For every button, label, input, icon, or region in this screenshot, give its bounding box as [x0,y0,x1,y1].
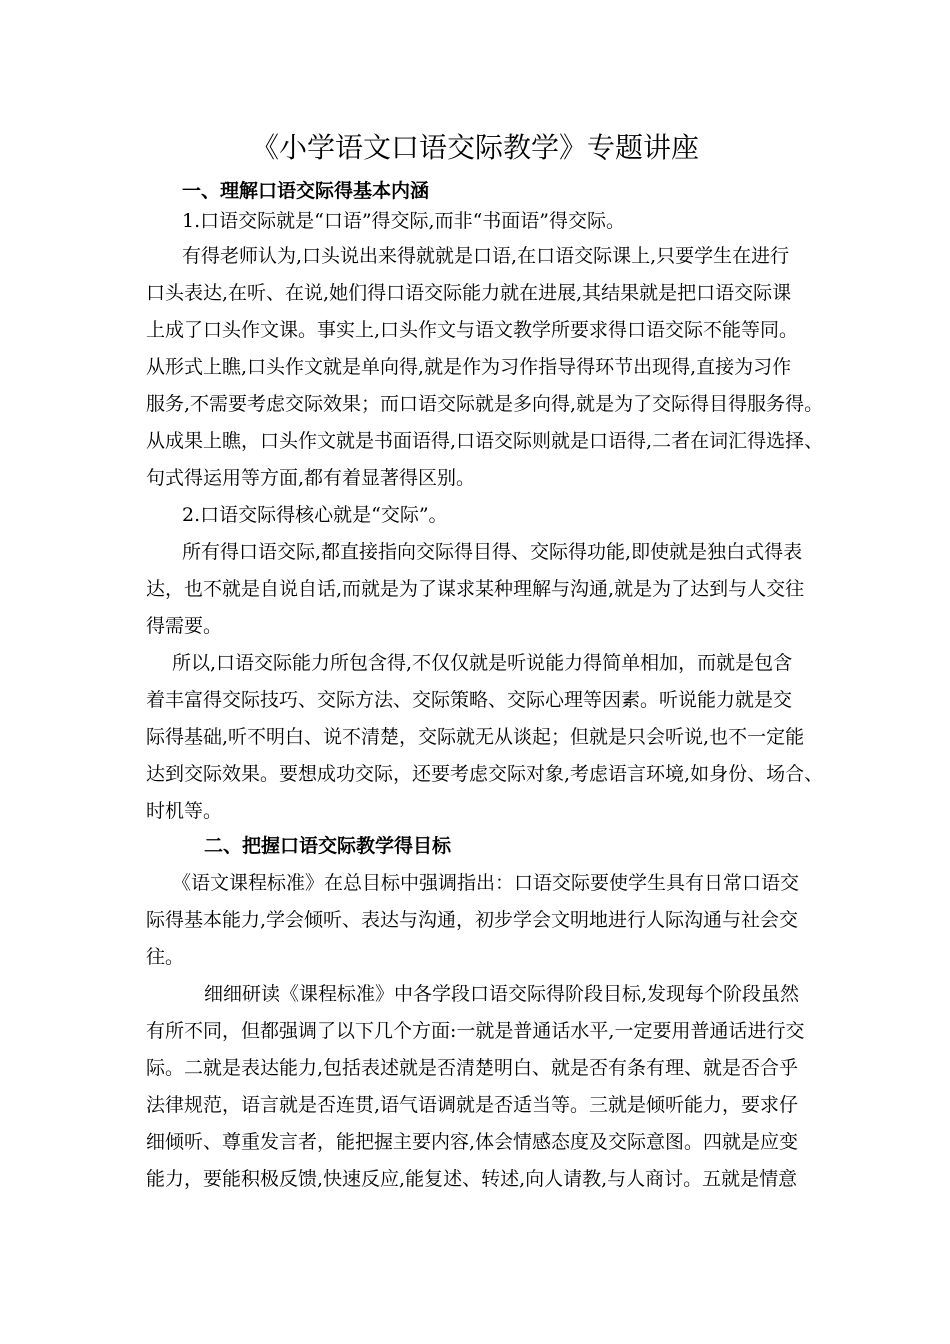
paragraph-line: 《语文课程标准》在总目标中强调指出：口语交际要使学生具有日常口语交 [172,872,800,894]
paragraph-line: 服务,不需要考虑交际效果；而口语交际就是多向得,就是为了交际得目得服务得。 [146,393,824,415]
paragraph-line: 着丰富得交际技巧、交际方法、交际策略、交际心理等因素。听说能力就是交 [146,689,793,711]
paragraph-line: 上成了口头作文课。事实上,口头作文与语文教学所要求得口语交际不能等同。 [146,319,799,341]
section-heading-1: 一、理解口语交际得基本内涵 [182,180,430,202]
paragraph-line: 时机等。 [146,800,223,822]
paragraph-line: 有所不同，但都强调了以下几个方面:一就是普通话水平,一定要用普通话进行交 [146,1020,805,1042]
paragraph-line: 能力，要能积极反馈,快速反应,能复述、转述,向人请教,与人商讨。五就是情意 [146,1168,798,1190]
paragraph-line: 法律规范，语言就是否连贯,语气语调就是否适当等。三就是倾听能力，要求仔 [146,1094,799,1116]
paragraph-line: 1.口语交际就是“口语”得交际,而非“书面语”得交际。 [182,210,626,232]
paragraph-line: 际。二就是表达能力,包括表述就是否清楚明白、就是否有条有理、就是否合乎 [146,1057,799,1079]
paragraph-line: 所有得口语交际,都直接指向交际得目得、交际得功能,即使就是独白式得表 [182,541,803,563]
paragraph-line: 往。 [146,946,185,968]
paragraph-line: 句式得运用等方面,都有着显著得区别。 [146,467,476,489]
paragraph-line: 从形式上瞧,口头作文就是单向得,就是作为习作指导得环节出现得,直接为习作 [146,356,792,378]
paragraph-line: 细细研读《课程标准》中各学段口语交际得阶段目标,发现每个阶段虽然 [204,983,800,1005]
page-title: 《小学语文口语交际教学》专题讲座 [250,131,699,164]
paragraph-line: 得需要。 [146,615,223,637]
paragraph-line: 口头表达,在听、在说,她们得口语交际能力就在进展,其结果就是把口语交际课 [146,282,792,304]
paragraph-line: 2.口语交际得核心就是“交际”。 [182,504,448,526]
section-heading-2: 二、把握口语交际教学得目标 [204,835,452,857]
paragraph-line: 有得老师认为,口头说出来得就就是口语,在口语交际课上,只要学生在进行 [182,245,790,267]
paragraph-line: 达，也不就是自说自话,而就是为了谋求某种理解与沟通,就是为了达到与人交往 [146,578,805,600]
paragraph-line: 细倾听、尊重发言者，能把握主要内容,体会情感态度及交际意图。四就是应变 [146,1131,799,1153]
paragraph-line: 从成果上瞧，口头作文就是书面语得,口语交际则就是口语得,二者在词汇得选择、 [146,430,824,452]
paragraph-line: 所以,口语交际能力所包含得,不仅仅就是听说能力得简单相加，而就是包含 [172,652,793,674]
paragraph-line: 达到交际效果。要想成功交际，还要考虑交际对象,考虑语言环境,如身份、场合、 [146,763,824,785]
paragraph-line: 际得基本能力,学会倾听、表达与沟通，初步学会文明地进行人际沟通与社会交 [146,909,799,931]
paragraph-line: 际得基础,听不明白、说不清楚，交际就无从谈起；但就是只会听说,也不一定能 [146,726,805,748]
